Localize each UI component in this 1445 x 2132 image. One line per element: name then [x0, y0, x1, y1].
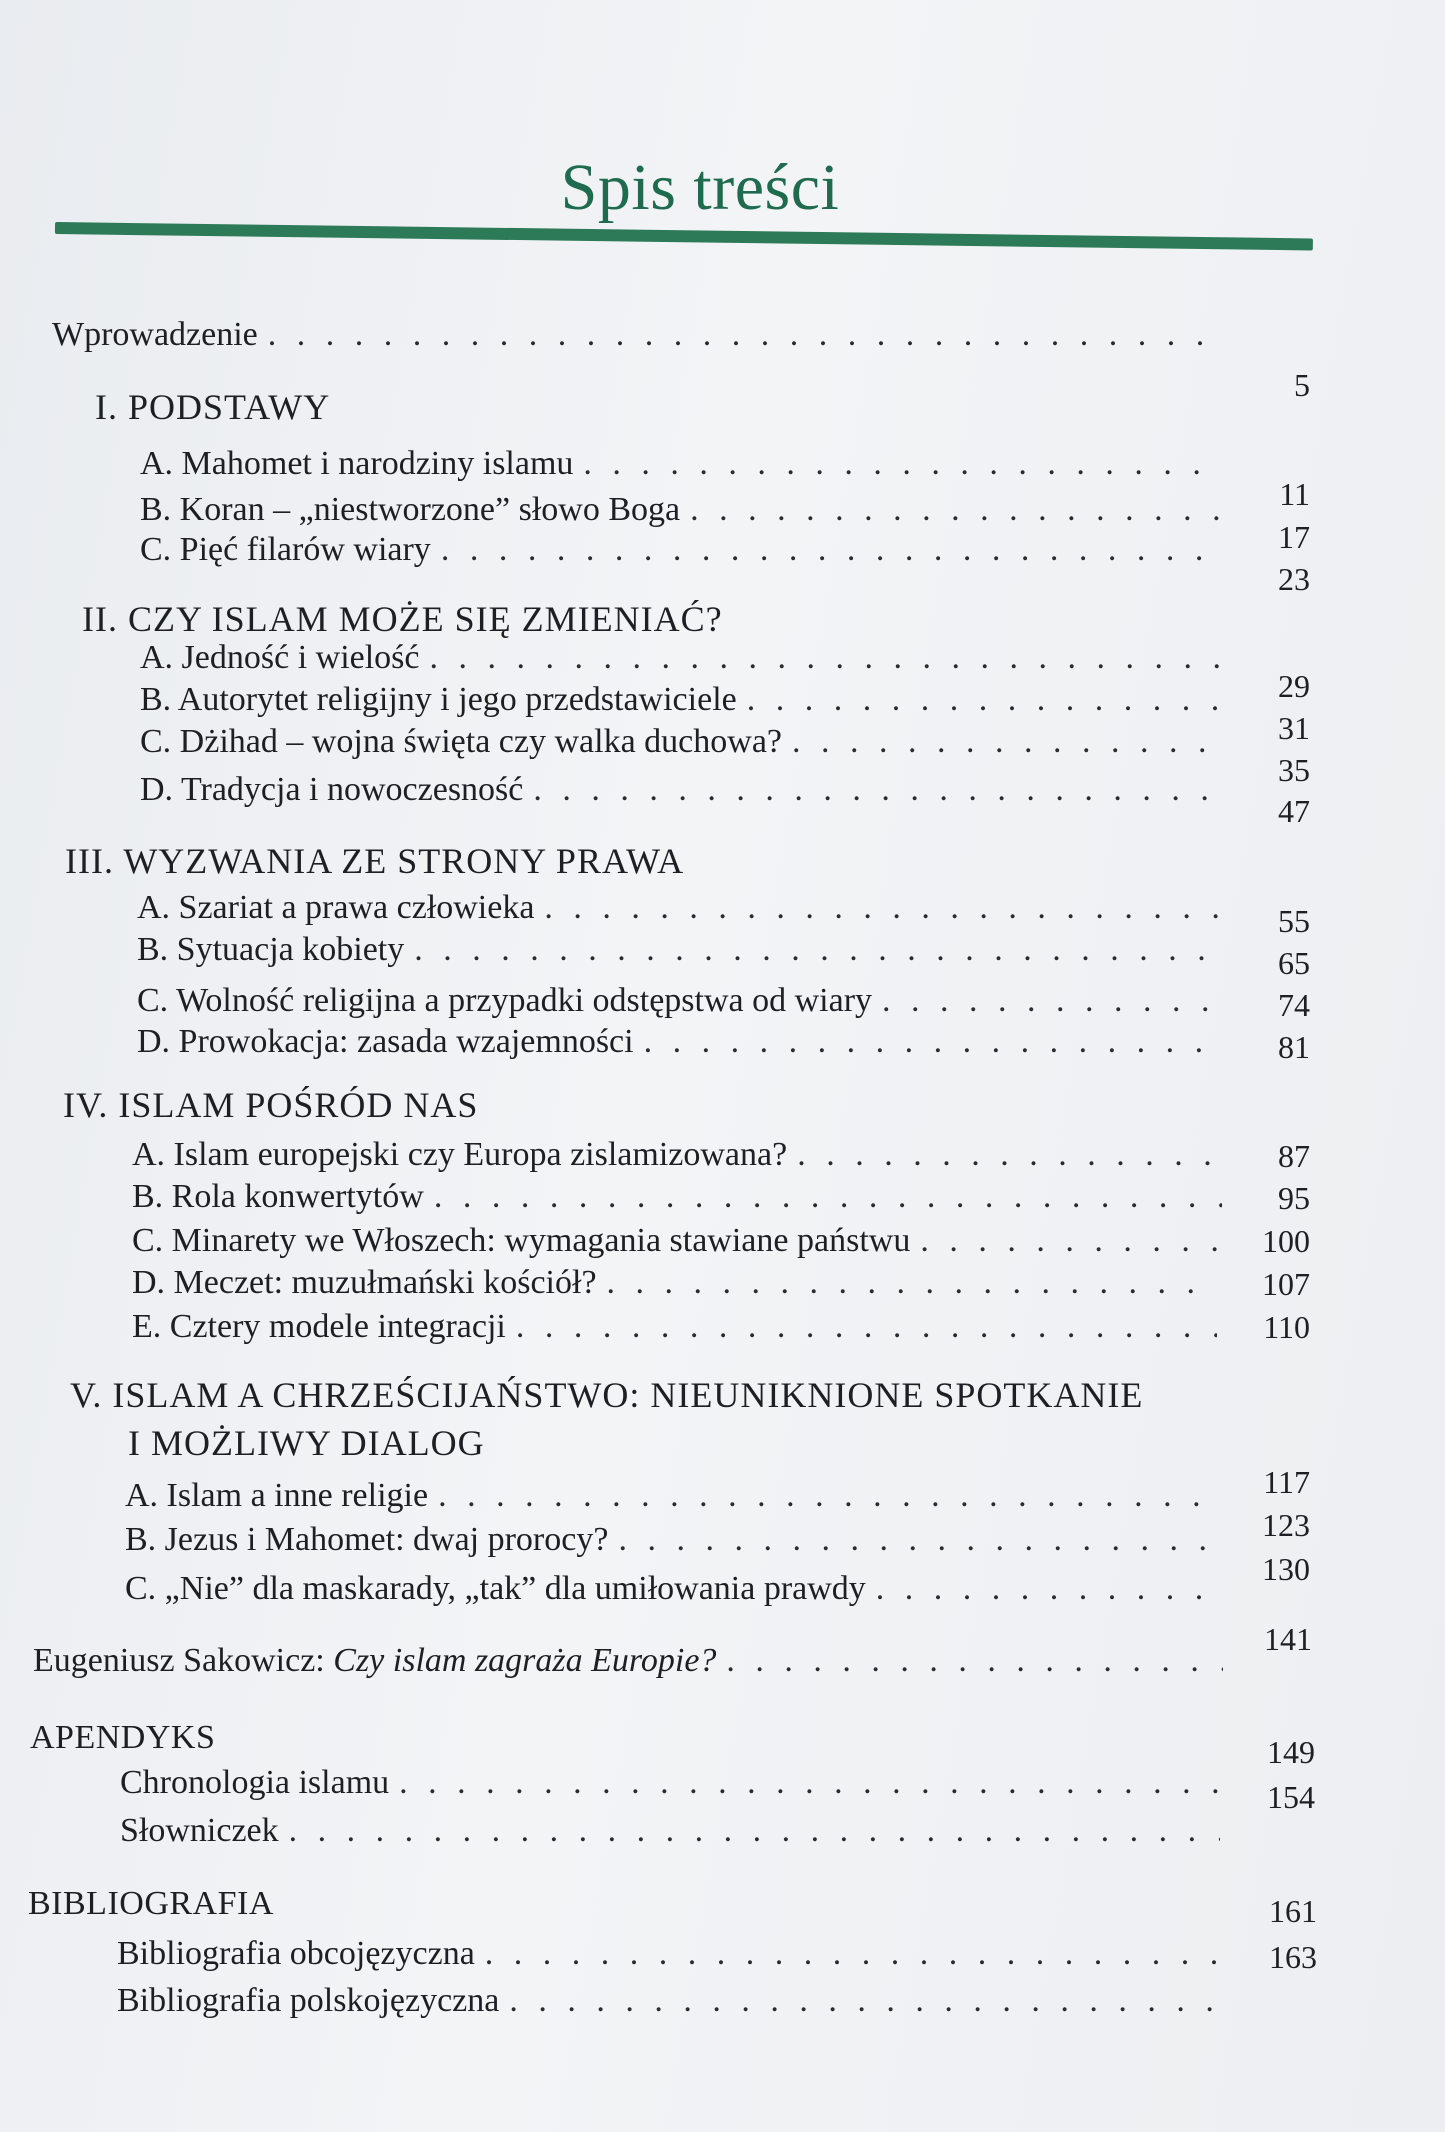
toc-page-number: 31: [1278, 710, 1310, 746]
toc-page-number: 100: [1262, 1223, 1310, 1259]
toc-entry[interactable]: [117, 1981, 1232, 2021]
leader-dots: [485, 1934, 1222, 1974]
toc-entry-label: B. Jezus i Mahomet: dwaj prorocy?: [125, 1521, 609, 1558]
toc-entry-label: Bibliografia obcojęzyczna: [117, 1935, 475, 1972]
leader-dots: [583, 444, 1220, 484]
toc-entry[interactable]: [125, 1569, 1230, 1609]
toc-entry-label: B. Rola konwertytów: [132, 1178, 424, 1215]
toc-entry-label: Chronologia islamu: [120, 1764, 390, 1801]
toc-page-number: 35: [1278, 752, 1310, 788]
leader-dots: [414, 930, 1222, 970]
toc-entry[interactable]: [132, 1135, 1232, 1175]
toc-entry-label: Słowniczek: [120, 1812, 279, 1849]
toc-page-number: 65: [1278, 945, 1310, 981]
toc-entry-label: A. Islam a inne religie: [125, 1477, 429, 1514]
leader-dots: [544, 888, 1222, 928]
toc-entry[interactable]: [140, 530, 1230, 570]
leader-dots: [289, 1811, 1220, 1851]
toc-page-number: 110: [1263, 1309, 1310, 1345]
leader-dots: [882, 981, 1222, 1021]
toc-entry[interactable]: [117, 1934, 1232, 1974]
leader-dots: [644, 1022, 1222, 1062]
toc-entry-label: Wprowadzenie: [52, 316, 258, 353]
toc-entry-label: A. Mahomet i narodziny islamu: [140, 445, 574, 482]
toc-entry-label: C. Dżihad – wojna święta czy walka duchowa?: [140, 723, 782, 760]
toc-entry-label: E. Cztery modele integracji: [132, 1308, 506, 1345]
toc-entry[interactable]: [137, 1022, 1232, 1062]
leader-dots: [430, 638, 1220, 678]
toc-entry[interactable]: [137, 888, 1232, 928]
toc-entry[interactable]: [120, 1763, 1230, 1803]
toc-entry[interactable]: [132, 1221, 1227, 1261]
toc-entry-label: A. Szariat a prawa człowieka: [137, 889, 535, 926]
toc-entry-label: C. Wolność religijna a przypadki odstępstwa od wiary: [137, 982, 873, 1019]
toc-entry[interactable]: [137, 981, 1232, 1021]
toc-page-number: 130: [1262, 1551, 1310, 1587]
toc-entry[interactable]: [140, 444, 1230, 484]
essay-title: Czy islam zagraża Europie?: [333, 1642, 717, 1679]
toc-page-number: 11: [1279, 476, 1310, 512]
leader-dots: [618, 1520, 1220, 1560]
leader-dots: [399, 1763, 1220, 1803]
toc-page-number: 141: [1264, 1621, 1312, 1657]
leader-dots: [533, 770, 1220, 810]
leader-dots: [438, 1476, 1220, 1516]
toc-page-number: 55: [1278, 903, 1310, 939]
chapter-heading[interactable]: III. WYZWANIA ZE STRONY PRAWA: [65, 841, 685, 881]
toc-entry[interactable]: [140, 638, 1230, 678]
toc-entry[interactable]: [140, 490, 1230, 530]
toc-page-number: 123: [1262, 1507, 1310, 1543]
toc-page-number: 107: [1262, 1266, 1310, 1302]
toc-entry-essay[interactable]: [33, 1641, 1233, 1681]
toc-page-number: 74: [1278, 987, 1310, 1023]
leader-dots: [876, 1569, 1220, 1609]
toc-page-number: 29: [1278, 668, 1310, 704]
toc-entry[interactable]: [140, 722, 1230, 762]
leader-dots: [690, 490, 1220, 530]
bibliography-heading[interactable]: BIBLIOGRAFIA: [28, 1885, 274, 1922]
toc-entry-label: D. Prowokacja: zasada wzajemności: [137, 1023, 634, 1060]
toc-entry[interactable]: [137, 930, 1232, 970]
leader-dots: [441, 530, 1220, 570]
toc-entry[interactable]: [132, 1177, 1232, 1217]
toc-entry-label: D. Tradycja i nowoczesność: [140, 771, 524, 808]
toc-page-number: 163: [1269, 1939, 1317, 1975]
toc-entry[interactable]: [125, 1476, 1230, 1516]
chapter-heading[interactable]: IV. ISLAM POŚRÓD NAS: [63, 1085, 479, 1125]
leader-dots: [792, 722, 1220, 762]
toc-entry-label: B. Koran – „niestworzone” słowo Boga: [140, 491, 681, 528]
essay-author: Eugeniusz Sakowicz:: [33, 1642, 334, 1679]
toc-entry-label: Bibliografia polskojęzyczna: [117, 1982, 500, 2019]
leader-dots: [509, 1981, 1222, 2021]
leader-dots: [434, 1177, 1222, 1217]
leader-dots: [797, 1135, 1222, 1175]
toc-entry-intro[interactable]: [52, 315, 1232, 355]
toc-entry-label: B. Autorytet religijny i jego przedstawiciele: [140, 681, 737, 718]
toc-entry[interactable]: [140, 680, 1230, 720]
leader-dots: [726, 1641, 1223, 1681]
toc-page-number: 117: [1263, 1464, 1310, 1500]
toc-page-number: 149: [1267, 1734, 1315, 1770]
toc-page-number: 17: [1278, 519, 1310, 555]
appendix-heading[interactable]: APENDYKS: [30, 1719, 216, 1756]
leader-dots: [747, 680, 1220, 720]
toc-entry[interactable]: [132, 1307, 1227, 1347]
toc-entry-label: C. „Nie” dla maskarady, „tak” dla umiłowania prawdy: [125, 1570, 866, 1607]
toc-entry-label: C. Minarety we Włoszech: wymagania stawiane państwu: [132, 1222, 911, 1259]
leader-dots: [607, 1263, 1217, 1303]
leader-dots: [516, 1307, 1217, 1347]
title-rule: [55, 222, 1313, 250]
leader-dots: [920, 1221, 1217, 1261]
chapter-heading-continued[interactable]: I MOŻLIWY DIALOG: [128, 1423, 485, 1463]
toc-page-number: 161: [1269, 1893, 1317, 1929]
chapter-heading[interactable]: V. ISLAM A CHRZEŚCIJAŃSTWO: NIEUNIKNIONE SPOTKANIE: [70, 1375, 1144, 1415]
toc-entry-label: A. Islam europejski czy Europa zislamizowana?: [132, 1136, 788, 1173]
page-title: Spis treści: [560, 151, 840, 224]
toc-entry[interactable]: [140, 770, 1230, 810]
toc-page-number: 95: [1278, 1180, 1310, 1216]
toc-entry[interactable]: [132, 1263, 1227, 1303]
toc-entry-label: C. Pięć filarów wiary: [140, 531, 431, 568]
toc-entry[interactable]: [120, 1811, 1230, 1851]
toc-page-number: 23: [1278, 561, 1310, 597]
toc-page-number: 5: [1294, 367, 1310, 403]
toc-entry-label: D. Meczet: muzułmański kościół?: [132, 1264, 597, 1301]
toc-page-number: 47: [1278, 793, 1310, 829]
toc-page-number: 87: [1278, 1138, 1310, 1174]
leader-dots: [268, 315, 1222, 355]
chapter-heading[interactable]: I. PODSTAWY: [95, 387, 331, 427]
chapter-heading[interactable]: II. CZY ISLAM MOŻE SIĘ ZMIENIAĆ?: [82, 599, 723, 639]
toc-entry-label: A. Jedność i wielość: [140, 639, 420, 676]
toc-page-number: 81: [1278, 1029, 1310, 1065]
toc-entry-label: B. Sytuacja kobiety: [137, 931, 405, 968]
toc-page-number: 154: [1267, 1779, 1315, 1815]
toc-entry[interactable]: [125, 1520, 1230, 1560]
